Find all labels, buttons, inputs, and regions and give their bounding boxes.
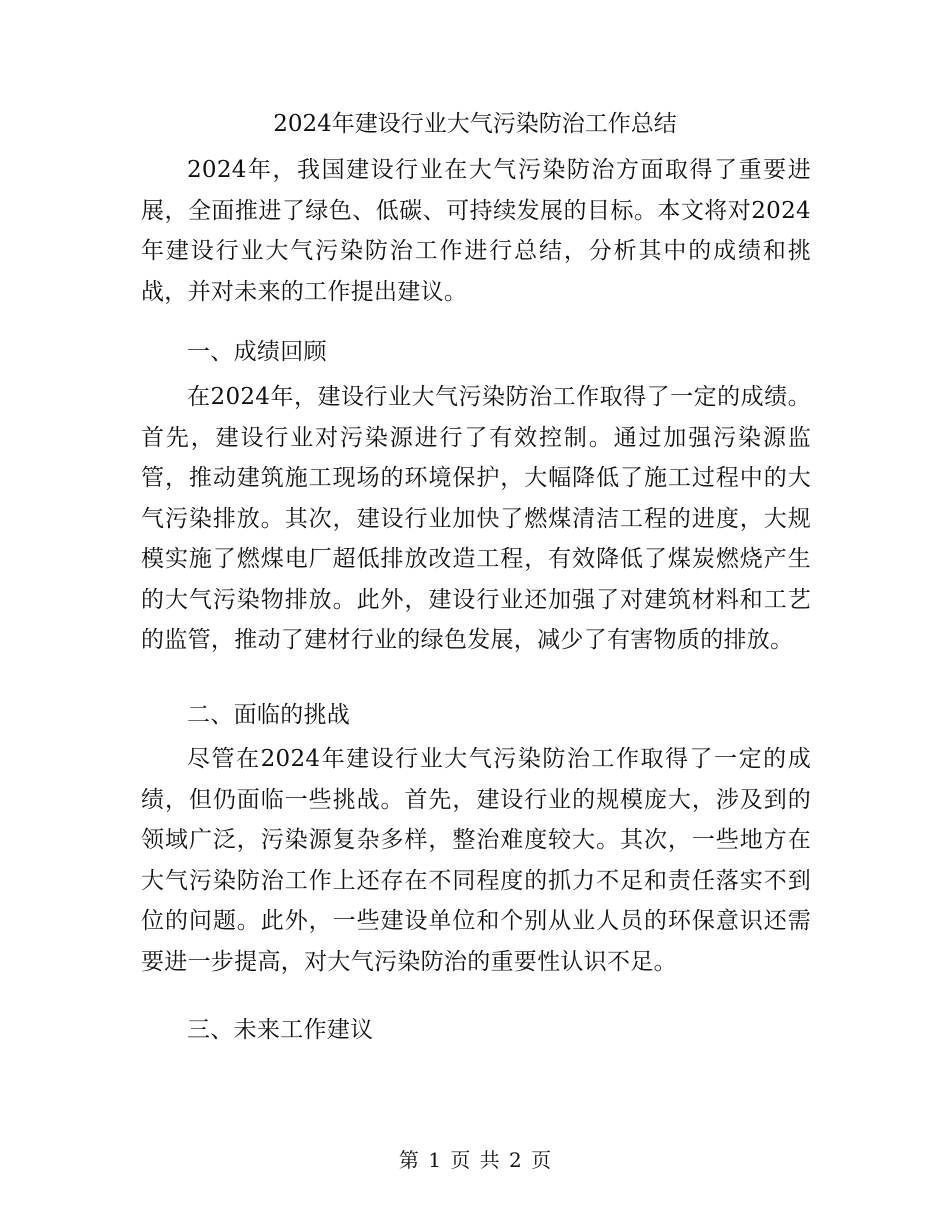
section-heading-achievements: 一、成绩回顾: [187, 339, 327, 365]
intro-paragraph: 2024年，我国建设行业在大气污染防治方面取得了重要进展，全面推进了绿色、低碳、可持续发展的目标。本文将对2024年建设行业大气污染防治工作进行总结，分析其中的成绩和挑战，并对未来的工作提出建议。: [141, 157, 811, 305]
document-title: 2024年建设行业大气污染防治工作总结: [273, 111, 677, 137]
section-heading-challenges: 二、面临的挑战: [187, 702, 351, 728]
section-body-achievements: 在2024年，建设行业大气污染防治工作取得了一定的成绩。首先，建设行业对污染源进行了有效控制。通过加强污染源监管，推动建筑施工现场的环境保护，大幅降低了施工过程中的大气污染排放。其次，建设行业加快了燃煤清洁工程的进度，大规模实施了燃煤电厂超低排放改造工程，有效降低了煤炭燃烧产生的大气污染物排放。此外，建设行业还加强了对建筑材料和工艺的监管，推动了建材行业的绿色发展，减少了有害物质的排放。: [141, 384, 811, 653]
page-number: 第 1 页 共 2 页: [398, 1148, 552, 1172]
section-body-challenges: 尽管在2024年建设行业大气污染防治工作取得了一定的成绩，但仍面临一些挑战。首先，建设行业的规模庞大，涉及到的领域广泛，污染源复杂多样，整治难度较大。其次，一些地方在大气污染防治工作上还存在不同程度的抓力不足和责任落实不到位的问题。此外，一些建设单位和个别从业人员的环保意识还需要进一步提高，对大气污染防治的重要性认识不足。: [141, 746, 811, 975]
section-heading-suggestions: 三、未来工作建议: [187, 1017, 374, 1043]
